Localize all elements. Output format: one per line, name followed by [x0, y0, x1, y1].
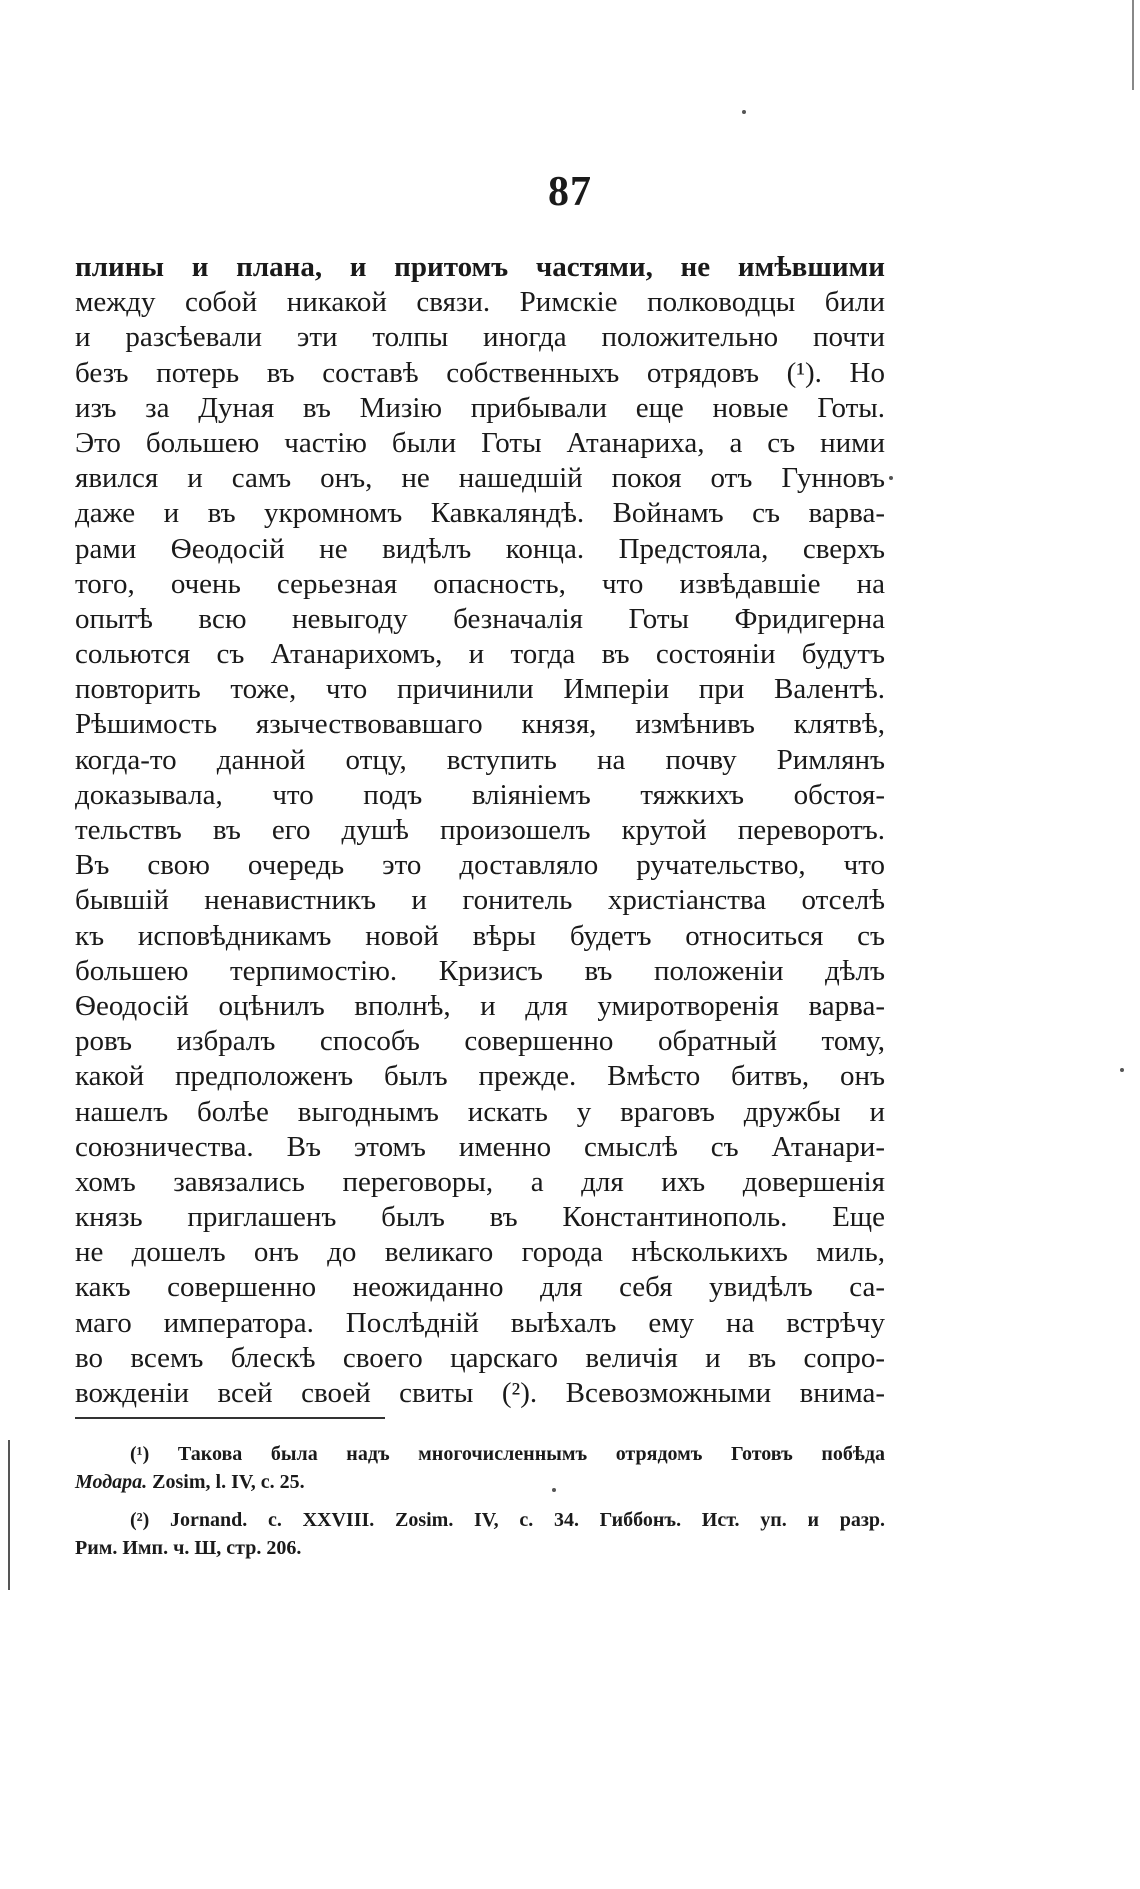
text-line: явился и самъ онъ, не нашедшій покоя отъ Гунновъ: [75, 462, 885, 495]
text-line: къ исповѣдникамъ новой вѣры будетъ относиться съ: [75, 919, 885, 952]
text-line: когда-то данной отцу, вступить на почву Римлянъ: [75, 743, 885, 776]
text-line: плины и плана, и притомъ частями, не имѣвшими: [75, 251, 885, 283]
footnote-1-line-2: [75, 1468, 885, 1496]
text-line: какъ совершенно неожиданно для себя увидѣлъ са-: [75, 1271, 885, 1304]
text-line: ровъ избралъ способъ совершенно обратный тому,: [75, 1025, 885, 1058]
footnote-1-italic: Модара.: [75, 1471, 148, 1493]
scan-dot: [742, 110, 746, 114]
text-line: Это большею частію были Готы Атанариха, а съ ними: [75, 426, 885, 459]
footnote-2-marker: (²): [130, 1509, 150, 1531]
text-line: нашелъ болѣе выгоднымъ искать у враговъ дружбы и: [75, 1095, 885, 1128]
text-line: доказывала, что подъ вліяніемъ тяжкихъ обстоя-: [75, 778, 885, 811]
scan-dot: [552, 1488, 556, 1492]
text-line: вожденіи всей своей свиты (²). Всевозможными внима-: [75, 1377, 885, 1409]
text-line: рами Ѳеодосій не видѣлъ конца. Предстояла, сверхъ: [75, 532, 885, 565]
text-line: безъ потерь въ составѣ собственныхъ отрядовъ (¹). Но: [75, 356, 885, 389]
text-line: сольются съ Атанарихомъ, и тогда въ состояніи будутъ: [75, 638, 885, 671]
page-number: 87: [548, 169, 592, 215]
footnote-2-line-2: Рим. Имп. ч. Ш, стр. 206.: [75, 1537, 302, 1559]
footnote-1-text: Такова была надъ многочисленнымъ отрядомъ Готовъ побѣда: [177, 1443, 885, 1465]
text-line: того, очень серьезная опасность, что извѣдавшіе на: [75, 567, 885, 600]
footnotes: [75, 1440, 885, 1562]
text-line: большею терпимостію. Кризисъ въ положеніи дѣлъ: [75, 954, 885, 987]
text-line: и разсѣевали эти толпы иногда положительно почти: [75, 321, 885, 354]
footnote-1-source: Zosim, l. IV, с. 25.: [152, 1471, 305, 1493]
footnote-1-line-1: [75, 1440, 885, 1468]
body-text: [75, 250, 885, 1411]
scan-edge-mark-right: [1132, 0, 1134, 90]
text-line: какой предположенъ былъ прежде. Вмѣсто битвъ, онъ: [75, 1060, 885, 1093]
text-line: опытѣ всю невыгоду безначалія Готы Фридигерна: [75, 602, 885, 635]
text-line: Въ свою очередь это доставляло ручательство, что: [75, 849, 885, 882]
text-line: хомъ завязались переговоры, а для ихъ довершенія: [75, 1165, 885, 1198]
footnote-2-line-1: [75, 1506, 885, 1534]
text-line: не дошелъ онъ до великаго города нѣсколькихъ миль,: [75, 1236, 885, 1269]
text-line: князь приглашенъ былъ въ Константинополь. Еще: [75, 1201, 885, 1234]
text-line: маго императора. Послѣдній выѣхалъ ему на встрѣчу: [75, 1306, 885, 1339]
footnote-1-marker: (¹): [130, 1443, 150, 1465]
text-line: Ѳеодосій оцѣнилъ вполнѣ, и для умиротворенія варва-: [75, 989, 885, 1022]
text-line: изъ за Дуная въ Мизію прибывали еще новые Готы.: [75, 391, 885, 424]
text-line: даже и въ укромномъ Кавкаляндѣ. Войнамъ съ варва-: [75, 497, 885, 530]
text-line: повторить тоже, что причинили Имперіи при Валентѣ.: [75, 673, 885, 706]
text-line: между собой никакой связи. Римскіе полководцы били: [75, 286, 885, 319]
scan-dot: [1120, 1068, 1124, 1072]
text-line: Рѣшимость язычествовавшаго князя, измѣнивъ клятвѣ,: [75, 708, 885, 741]
footnote-2-text: Jornand. c. XXVIII. Zosim. IV, c. 34. Гиббонъ. Ист. уп. и разр.: [170, 1509, 885, 1531]
scan-edge-mark-left: [8, 1440, 10, 1590]
text-line: бывшій ненавистникъ и гонитель христіанства отселѣ: [75, 884, 885, 917]
text-line: во всемъ блескѣ своего царскаго величія и въ сопро-: [75, 1341, 885, 1374]
text-line: союзничества. Въ этомъ именно смыслѣ съ Атанари-: [75, 1130, 885, 1163]
scan-dot: [889, 476, 893, 480]
text-line: тельствъ въ его душѣ произошелъ крутой переворотъ.: [75, 814, 885, 846]
footnote-rule: [75, 1417, 385, 1419]
